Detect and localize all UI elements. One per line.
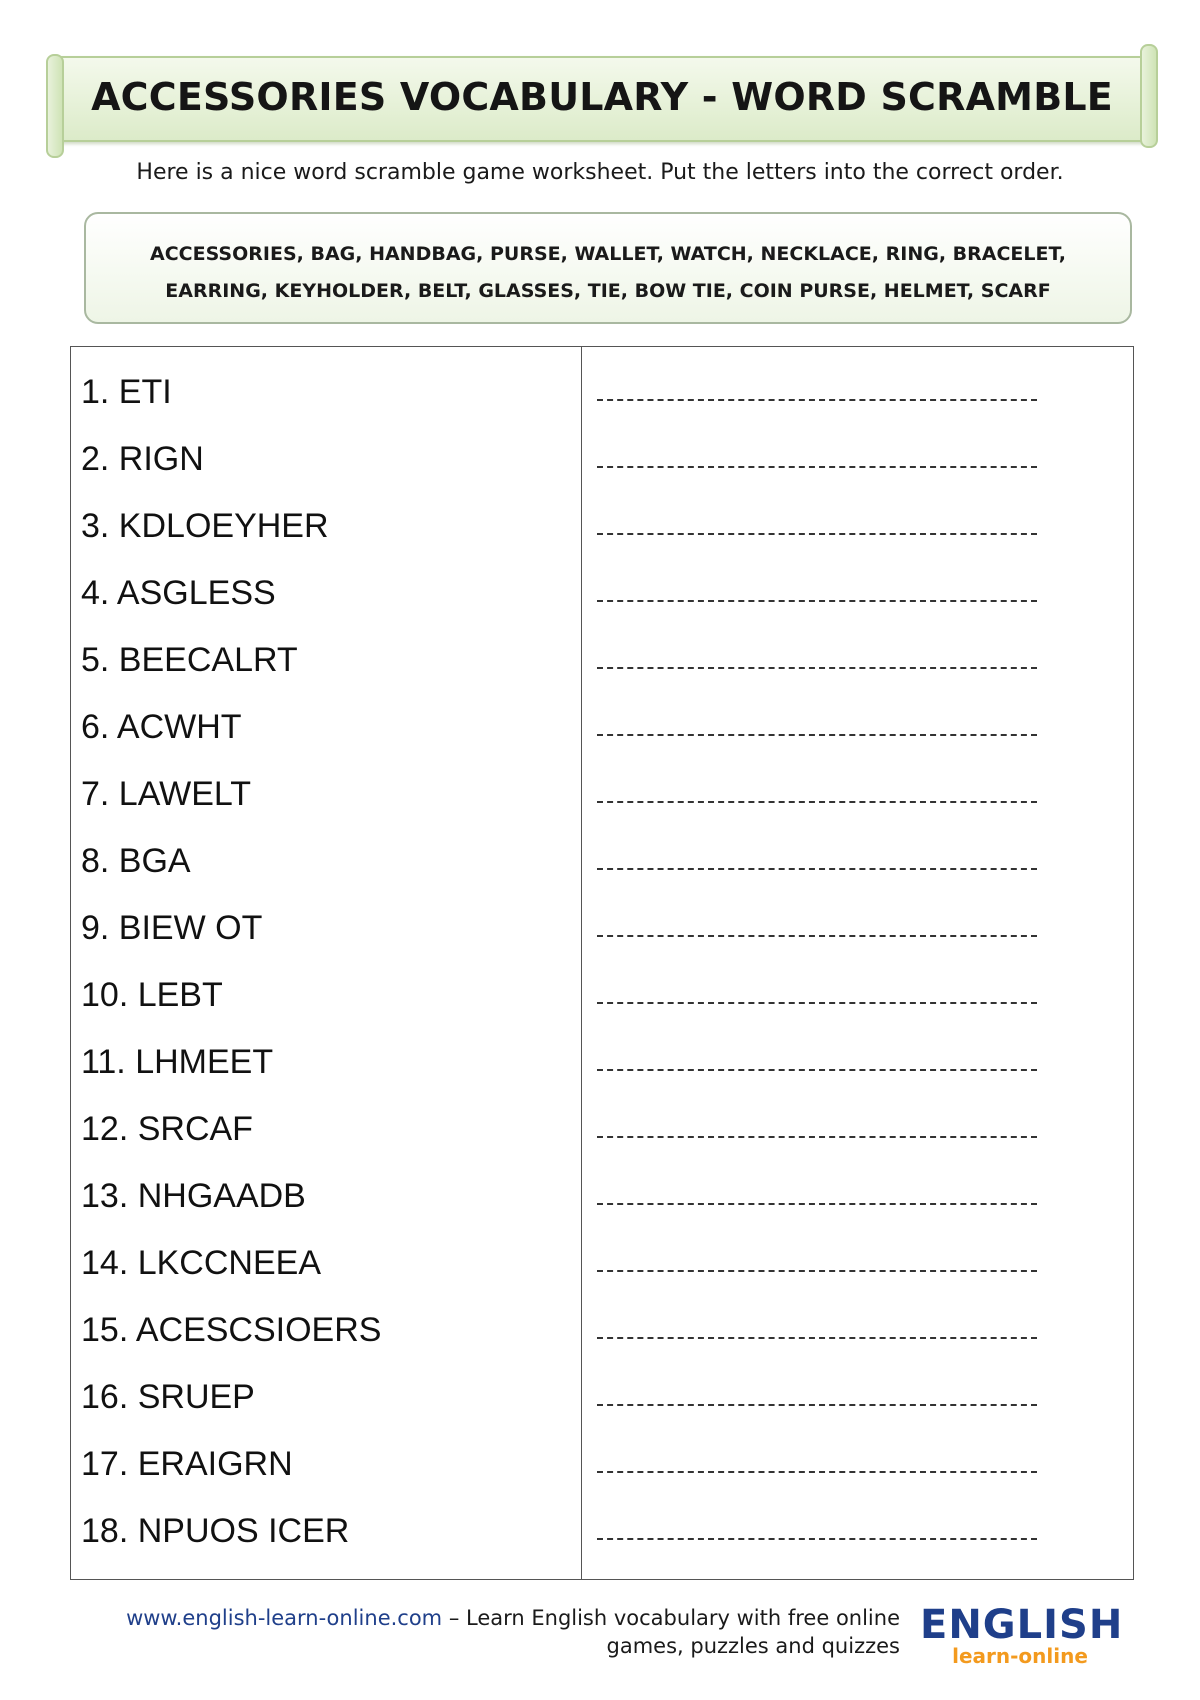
scrambled-word: 13. NHGAADB [81, 1177, 306, 1215]
footer-link[interactable]: www.english-learn-online.com [126, 1606, 443, 1630]
scramble-row [71, 432, 1133, 488]
scramble-row [71, 1303, 1133, 1359]
word-bank [84, 212, 1132, 324]
answer-line[interactable] [597, 1203, 1037, 1205]
scrambled-word: 2. RIGN [81, 440, 204, 478]
answer-line[interactable] [597, 1337, 1037, 1339]
scramble-row [71, 700, 1133, 756]
scramble-row [71, 1035, 1133, 1091]
scramble-row [71, 1169, 1133, 1225]
scrambled-word: 1. ETI [81, 373, 172, 411]
answer-line[interactable] [597, 935, 1037, 937]
scrambled-word: 11. LHMEET [81, 1043, 274, 1081]
scramble-row [71, 633, 1133, 689]
scramble-row [71, 1236, 1133, 1292]
scrambled-word: 15. ACESCSIOERS [81, 1311, 382, 1349]
scramble-row [71, 499, 1133, 555]
word-bank-line-1: ACCESSORIES, BAG, HANDBAG, PURSE, WALLET, WATCH, NECKLACE, RING, BRACELET, [150, 243, 1066, 265]
answer-line[interactable] [597, 1136, 1037, 1138]
footer-text-2: games, puzzles and quizzes [606, 1634, 900, 1658]
answer-line[interactable] [597, 533, 1037, 535]
answer-line[interactable] [597, 1538, 1037, 1540]
scrambled-word: 7. LAWELT [81, 775, 252, 813]
scramble-table [70, 346, 1134, 1580]
answer-line[interactable] [597, 1002, 1037, 1004]
scrambled-word: 4. ASGLESS [81, 574, 276, 612]
logo-english: ENGLISH [920, 1602, 1124, 1648]
scramble-row [71, 1504, 1133, 1560]
answer-line[interactable] [597, 734, 1037, 736]
word-bank-line-2: EARRING, KEYHOLDER, BELT, GLASSES, TIE, BOW TIE, COIN PURSE, HELMET, SCARF [165, 280, 1051, 302]
scramble-row [71, 566, 1133, 622]
scramble-row [71, 968, 1133, 1024]
answer-line[interactable] [597, 399, 1037, 401]
scrambled-word: 16. SRUEP [81, 1378, 255, 1416]
footer-text-1: – Learn English vocabulary with free online [442, 1606, 900, 1630]
answer-line[interactable] [597, 1404, 1037, 1406]
answer-line[interactable] [597, 667, 1037, 669]
scrambled-word: 5. BEECALRT [81, 641, 298, 679]
scramble-row [71, 1437, 1133, 1493]
title-banner [52, 56, 1152, 142]
answer-line[interactable] [597, 466, 1037, 468]
logo-learn-online: learn-online [952, 1644, 1088, 1668]
scramble-row [71, 1370, 1133, 1426]
scramble-row [71, 1102, 1133, 1158]
scramble-row [71, 767, 1133, 823]
footer [50, 1604, 900, 1660]
answer-line[interactable] [597, 600, 1037, 602]
scramble-row [71, 901, 1133, 957]
page-title: ACCESSORIES VOCABULARY - WORD SCRAMBLE [91, 75, 1113, 119]
scrambled-word: 6. ACWHT [81, 708, 242, 746]
answer-line[interactable] [597, 868, 1037, 870]
scrambled-word: 9. BIEW OT [81, 909, 263, 947]
scrambled-word: 14. LKCCNEEA [81, 1244, 321, 1282]
scrambled-word: 3. KDLOEYHER [81, 507, 329, 545]
answer-line[interactable] [597, 1471, 1037, 1473]
scrambled-word: 8. BGA [81, 842, 191, 880]
scrambled-word: 18. NPUOS ICER [81, 1512, 350, 1550]
scramble-row [71, 834, 1133, 890]
instructions: Here is a nice word scramble game worksheet. Put the letters into the correct order. [136, 160, 1064, 185]
scrambled-word: 10. LEBT [81, 976, 223, 1014]
scrambled-word: 17. ERAIGRN [81, 1445, 293, 1483]
answer-line[interactable] [597, 1069, 1037, 1071]
scramble-row [71, 365, 1133, 421]
scrambled-word: 12. SRCAF [81, 1110, 253, 1148]
site-logo [920, 1602, 1124, 1668]
answer-line[interactable] [597, 801, 1037, 803]
answer-line[interactable] [597, 1270, 1037, 1272]
